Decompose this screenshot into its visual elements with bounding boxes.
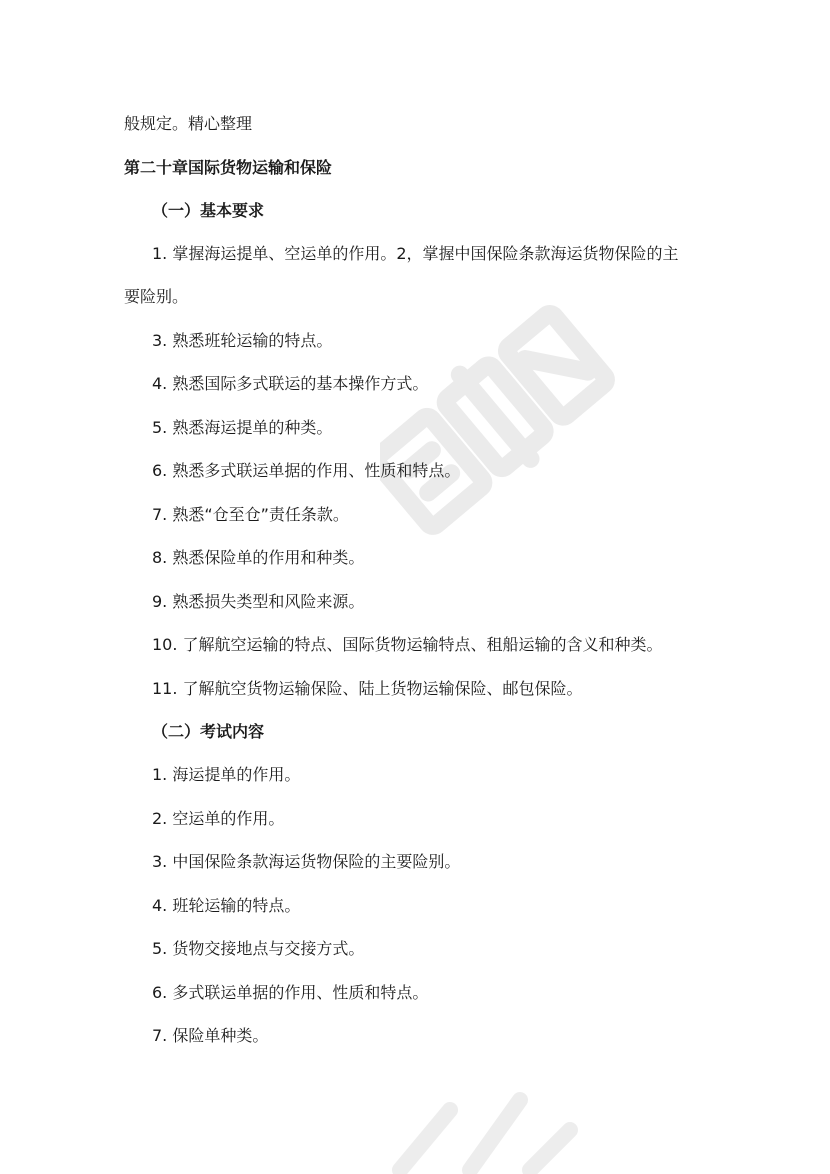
text-line-continuation: 般规定。精心整理 [124, 114, 253, 133]
chapter-heading: 第二十章国际货物运输和保险 [124, 158, 333, 177]
list-item: 2. 空运单的作用。 [152, 809, 285, 828]
list-item: 7. 保险单种类。 [152, 1026, 269, 1045]
list-item: 6. 熟悉多式联运单据的作用、性质和特点。 [152, 461, 461, 480]
list-item: 3. 熟悉班轮运输的特点。 [152, 331, 333, 350]
list-item: 3. 中国保险条款海运货物保险的主要险别。 [152, 852, 461, 871]
list-item: 10. 了解航空运输的特点、国际货物运输特点、租船运输的含义和种类。 [152, 635, 663, 654]
list-item: 11. 了解航空货物运输保险、陆上货物运输保险、邮包保险。 [152, 679, 583, 698]
list-item: 9. 熟悉损失类型和风险来源。 [152, 592, 365, 611]
watermark-fragment-icon [380, 1080, 580, 1174]
list-item: 8. 熟悉保险单的作用和种类。 [152, 548, 365, 567]
list-item: 5. 货物交接地点与交接方式。 [152, 939, 365, 958]
section-heading-requirements: （一）基本要求 [152, 201, 265, 220]
list-item-continuation: 要险别。 [124, 287, 189, 306]
watermark-logo-icon [380, 300, 640, 600]
section-heading-exam-content: （二）考试内容 [152, 722, 265, 741]
list-item: 7. 熟悉“仓至仓”责任条款。 [152, 505, 349, 524]
list-item: 4. 熟悉国际多式联运的基本操作方式。 [152, 374, 429, 393]
list-item: 5. 熟悉海运提单的种类。 [152, 418, 333, 437]
list-item: 1. 掌握海运提单、空运单的作用。2，掌握中国保险条款海运货物保险的主 [152, 244, 679, 263]
list-item: 6. 多式联运单据的作用、性质和特点。 [152, 983, 429, 1002]
list-item: 4. 班轮运输的特点。 [152, 896, 301, 915]
list-item: 1. 海运提单的作用。 [152, 765, 301, 784]
